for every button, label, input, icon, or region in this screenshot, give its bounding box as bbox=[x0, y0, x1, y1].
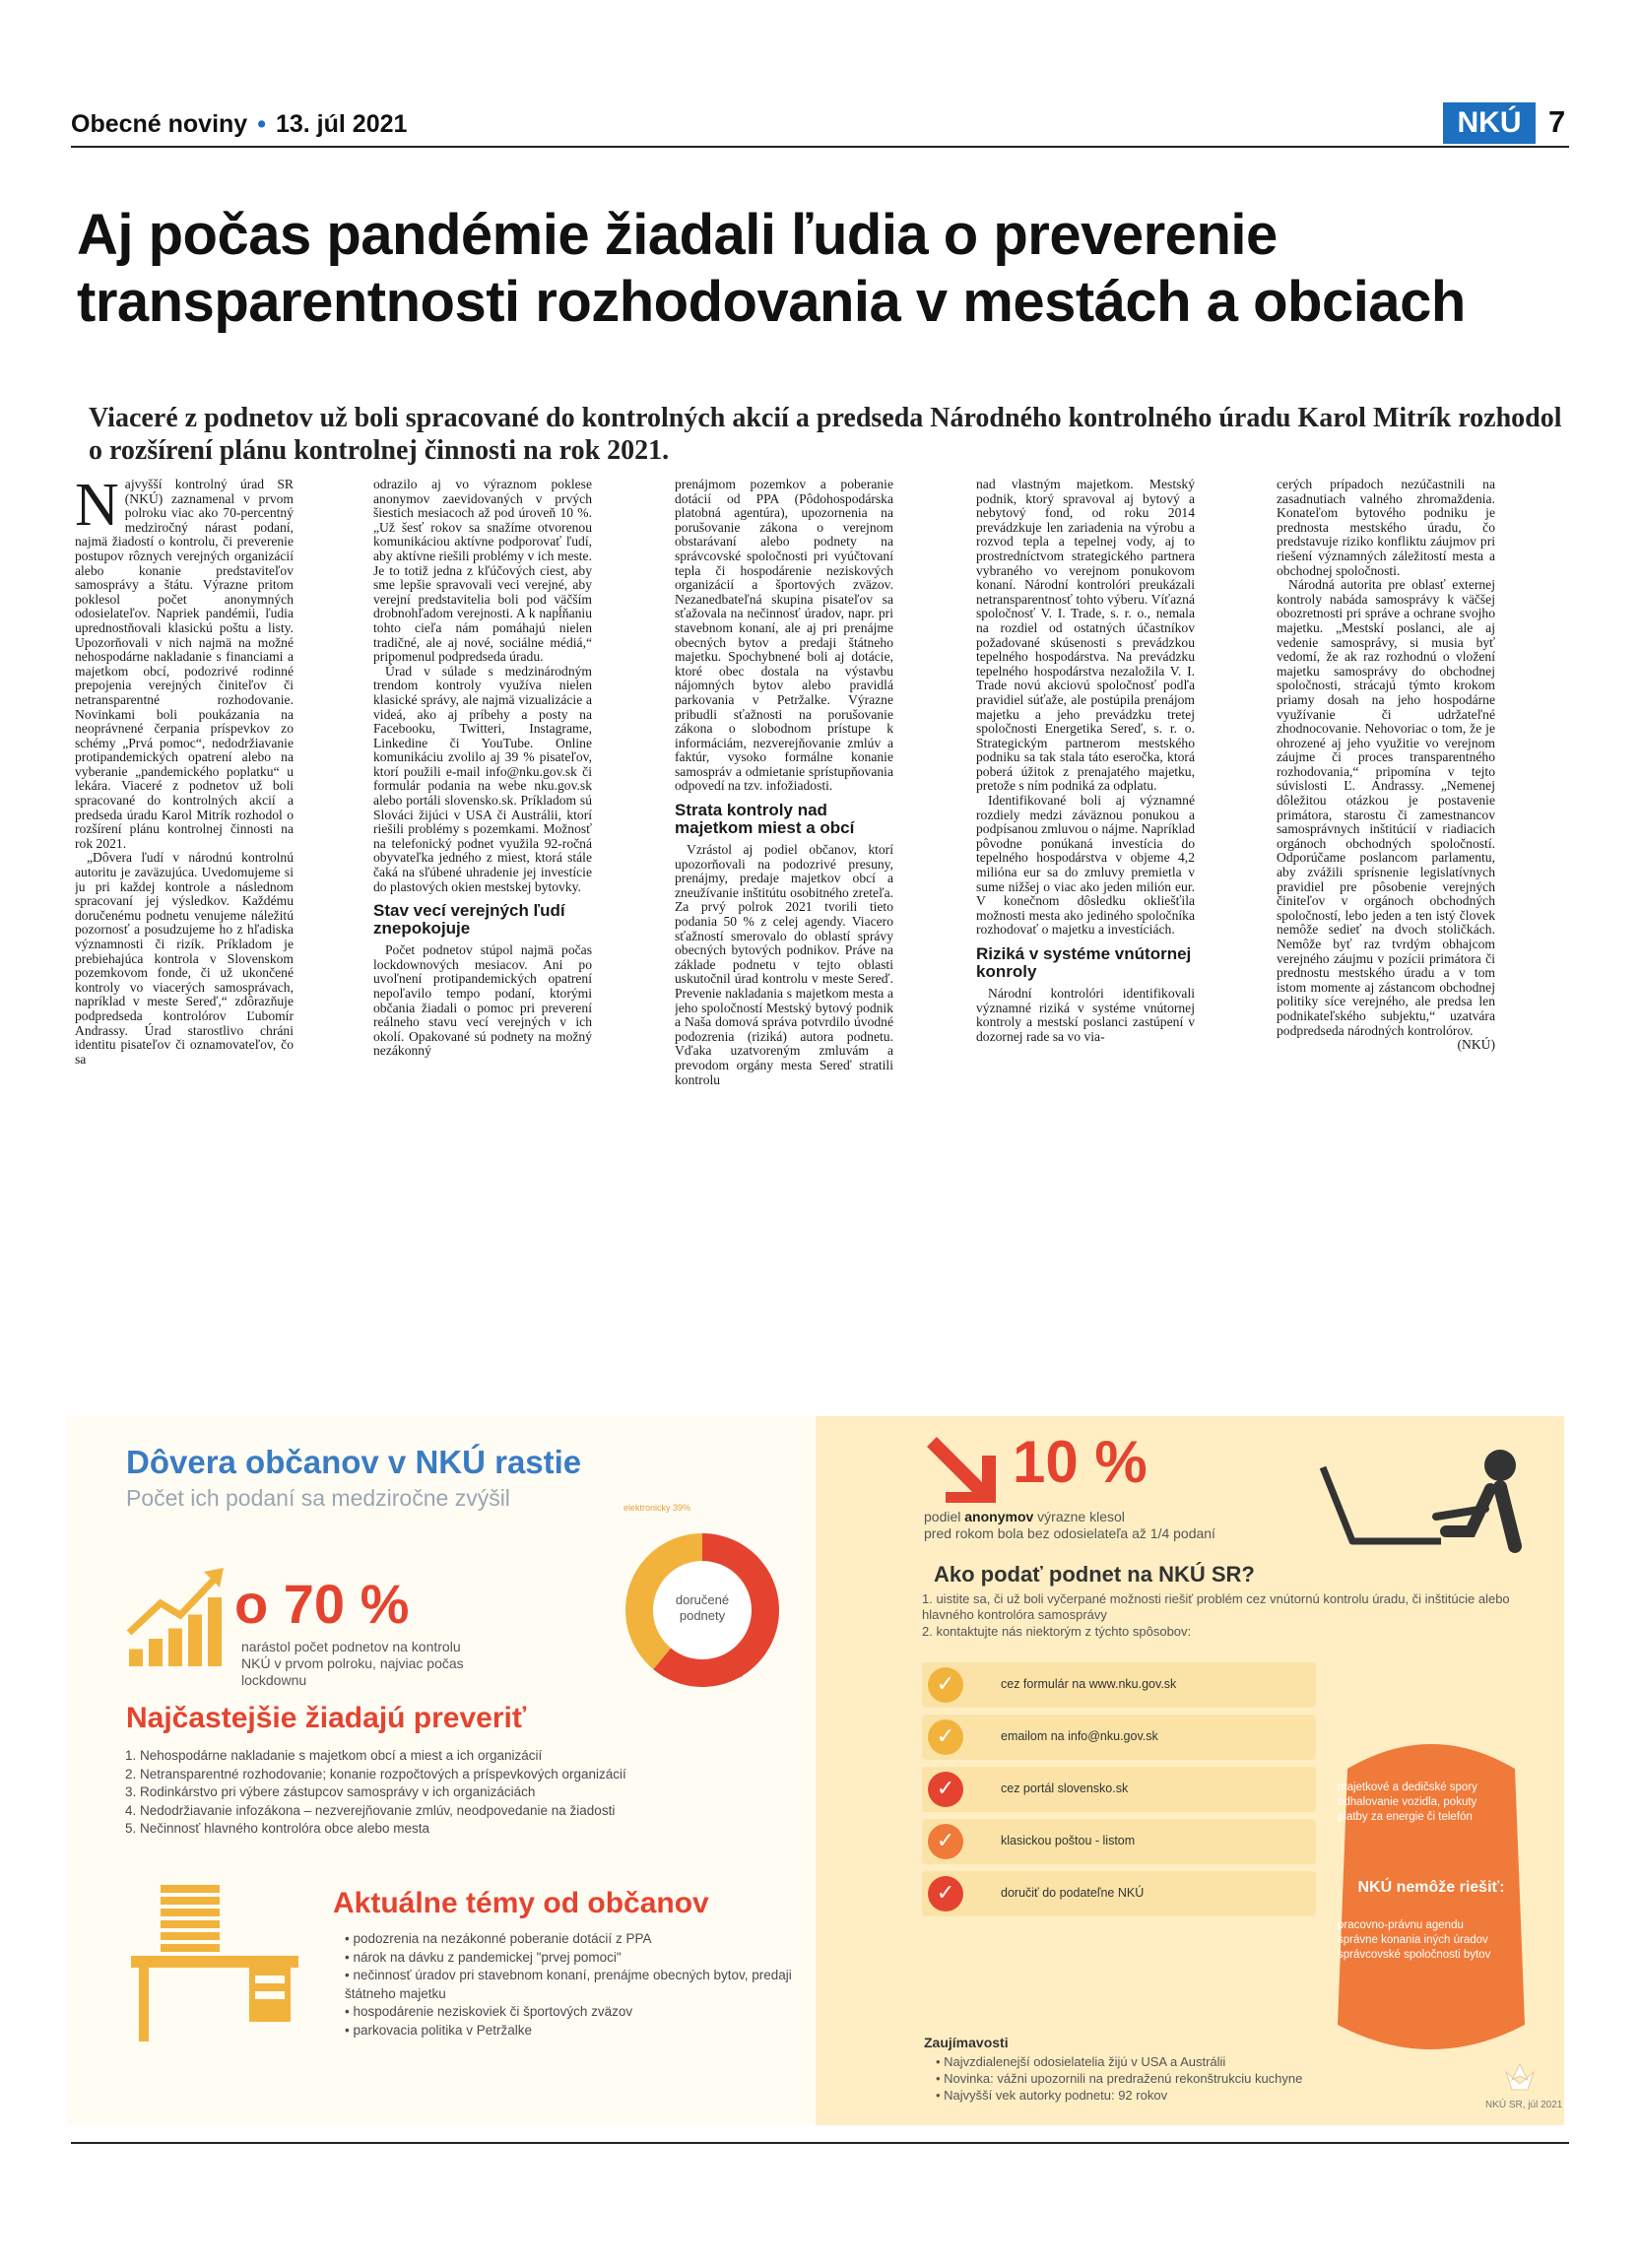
anonymous-description bbox=[924, 1509, 1215, 1542]
list-item: • nárok na dávku z pandemickej "prvej pomoci" bbox=[345, 1949, 818, 1968]
check-icon: ✓ bbox=[928, 1876, 963, 1912]
growth-description: narástol počet podnetov na kontrolu NKÚ v prvom polroku, najviac počas lockdownu bbox=[241, 1639, 464, 1688]
cannot-solve-heading: NKÚ nemôže riešiť: bbox=[1357, 1879, 1505, 1896]
separator-dot: • bbox=[257, 110, 266, 138]
paragraph: Národní kontrolóri identifikovali významné riziká v systéme vnútornej kontroly a mestskí poslanci zastúpení v dozornej rade sa vo via- bbox=[976, 986, 1195, 1044]
bird-emblem-icon bbox=[1500, 2056, 1540, 2096]
check-icon: ✓ bbox=[928, 1824, 963, 1859]
fun-facts-list bbox=[922, 2053, 1527, 2104]
check-icon: ✓ bbox=[928, 1772, 963, 1807]
newspaper-name: Obecné noviny bbox=[71, 110, 248, 138]
growth-value: o 70 % bbox=[234, 1573, 410, 1635]
check-icon: ✓ bbox=[928, 1667, 963, 1703]
growth-bars-icon bbox=[121, 1564, 230, 1672]
how-to-heading: Ako podať podnet na NKÚ SR? bbox=[934, 1562, 1255, 1587]
person-laptop-icon bbox=[1313, 1438, 1549, 1566]
list-item: 2. Netransparentné rozhodovanie; konanie rozpočtových a príspevkových organizácií bbox=[140, 1766, 829, 1784]
infographic bbox=[67, 1416, 1564, 2125]
bottom-rule bbox=[71, 2142, 1569, 2144]
current-topics-list bbox=[331, 1930, 818, 2040]
growth-bar bbox=[168, 1629, 182, 1667]
list-item: • Novinka: vážni upozornili na predraženú rekonštrukciu kuchyne bbox=[936, 2070, 1527, 2087]
infographic-subtitle: Počet ich podaní sa medziročne zvýšil bbox=[126, 1485, 510, 1511]
cannot-extra-list bbox=[1338, 1781, 1525, 1825]
paragraph: Národná autorita pre oblasť externej kontroly nabáda samosprávy k väčšej obozretnosti pri správe a ochrane svojho majetku. „Mestskí poslanci, ale aj vedenie samosprávy, si musia byť vedomí, že ak raz rozhodnú o vložení majetku samosprávy do obchodnej spoločnosti, strácajú týmto krokom priamy dosah na jeho hospodárne využívanie či udržateľné zhodnocovanie. Nehovoriac o tom, že je ohrozené aj jeho využitie vo verejnom záujme či proces transparentného rozhodovania,“ pripomína v tejto súvislosti Ľ. Andrassy. „Nemenej dôležitou otázkou je postavenie primátora, starostu či zamestnancov samosprávnych inštitúcií v riadiacich orgánoch obchodných spoločností. Odporúčame poslancom parlamentu, aby zvážili sprísnenie legislatívnych pravidiel pre pôsobenie verejných činiteľov v orgánoch obchodných spoločností, lebo jeden a ten istý človek nemôže sedieť na dvoch stoličkách. Nemôže byť raz tvrdým obhajcom verejného záujmu v pozícii primátora či prednostu mestského úradu a v tom istom momente aj zástancom obchodnej politiky síce verejného, ale predsa len podnikateľského subjektu,“ uzatvára podpredseda národných kontrolórov. bbox=[1277, 577, 1495, 1038]
list-item: 5. Nečinnosť hlavného kontrolóra obce alebo mesta bbox=[140, 1820, 829, 1839]
donut-label-letter: listová zásielka 61% bbox=[663, 1669, 744, 1679]
subheading: Riziká v systéme vnútornej konroly bbox=[976, 944, 1192, 981]
channel-label: klasickou poštou - listom bbox=[1001, 1834, 1136, 1847]
text: podiel bbox=[924, 1509, 965, 1524]
list-item: 3. Rodinkárstvo pri výbere zástupcov samosprávy v ich organizáciách bbox=[140, 1783, 829, 1802]
list-item: platby za energie či telefón bbox=[1338, 1811, 1473, 1823]
growth-arrow bbox=[129, 1576, 218, 1633]
text: pred rokom bola bez odosielateľa až 1/4 podaní bbox=[924, 1525, 1215, 1541]
list-item: • hospodárenie neziskoviek či športových zväzov bbox=[345, 2003, 818, 2022]
list-item: • Najvyšší vek autorky podnetu: 92 rokov bbox=[936, 2087, 1527, 2104]
paragraph: nad vlastným majetkom. Mestský podnik, ktorý spravoval aj bytový a nebytový fond, od roku 2014 prevádzkuje len zariadenia na výrobu a rozvod tepla a tepelnej vody, aj to prostredníctvom strategického partnera vybraného vo verejnom ponukovom konaní. Národní kontrolóri preukázali netransparentnosť tohto výberu. Víťazná spoločnosť V. I. Trade, s. r. o., nemala na rozdiel od ostatných účastníkov požadované skúsenosti s prevádzkou tepelného hospodárstva. Na prevádzku tepelného hospodárstva nezaložila V. I. Trade novú akciovú spoločnosť podľa pravidiel súťaže, ale postúpila prenájom majetku a jeho prevádzku tretej spoločnosti Energetika Sereď, s. r. o. Strategickým partnerom mestského podniku sa tak stala táto eseročka, ktorá poberá úžitok z prenajatého majetku, pretože s ním podniká za odplatu. bbox=[976, 478, 1195, 794]
subheading: Strata kontroly nad majetkom miest a obcí bbox=[675, 801, 855, 838]
list-item: • nečinnosť úradov pri stavebnom konaní, prenájme obecných bytov, predaji štátneho majetku bbox=[345, 1967, 818, 2003]
list-item: odhalovanie vozidla, pokuty bbox=[1338, 1796, 1477, 1808]
cannot-solve-list bbox=[1338, 1918, 1525, 1963]
text-bold: anonymov bbox=[964, 1509, 1034, 1524]
article-headline: Aj počas pandémie žiadali ľudia o preverenie transparentnosti rozhodovania v mestách a obciach bbox=[77, 203, 1466, 334]
list-item: správne konania iných úradov bbox=[1338, 1934, 1488, 1946]
channel-email bbox=[922, 1715, 1316, 1760]
list-item: 4. Nedodržiavanie infozákona – nezverejňovanie zmlúv, neodpovedanie na žiadosti bbox=[140, 1802, 829, 1821]
channel-slovensko-portal bbox=[922, 1767, 1316, 1812]
paragraph bbox=[75, 478, 294, 851]
subheading: Stav vecí verejných ľudí znepokojuje bbox=[373, 901, 565, 939]
paragraph: prenájmom pozemkov a poberanie dotácií od PPA (Pôdohospodárska platobná agentúra), upozornenia na porušovanie zákona o verejnom obstarávaní alebo podnety na správcovské spoločnosti pri vyúčtovaní tepla či hospodárenie neziskových organizácií a športových zväzov. Nezanedbateľná skupina pisateľov sa sťažovala na nečinnosť úradov, napr. pri stavebnom konaní, ale aj pri prenájme obecných bytov a predaji štátneho majetku. Spochybnené boli aj dotácie, ktoré obec dostala na výstavbu nájomných bytov alebo pravidlá parkovania v Petržalke. Výrazne pribudli sťažnosti na porušovanie zákona o slobodnom prístupe k informáciám, nezverejňovanie zmlúv a faktúr, vysoko formálne konanie samospráv a odmietanie sprístupňovania odpovedí na tzv. infožiadosti. bbox=[675, 478, 893, 794]
channel-label: cez formulár na www.nku.gov.sk bbox=[1001, 1677, 1177, 1691]
paragraph: Vzrástol aj podiel občanov, ktorí upozorňovali na podozrivé presuny, prenájmy, predaje majetkov obcí a zneužívanie inštitútu osobitného zreteľa. Za prvý polrok 2021 tvorili tieto podania 50 % z celej agendy. Viacero sťažností smerovalo do oblastí správy obecných bytových podnikov. Práve na základe podnetu v tejto oblasti uskutočnil úrad kontrolu v meste Sereď. Prevenie nakladania s majetkom mesta a jeho spoločností Mestský bytový podnik a Naša domová správa potvrdilo úvodné podozrenia (riziká) autora podnetu. Vďaka uzatvoreným zmluvám a prevodom orgány mesta Sereď stratili kontrolu bbox=[675, 842, 893, 1087]
infographic-title: Dôvera občanov v NKÚ rastie bbox=[126, 1444, 582, 1480]
growth-bar bbox=[188, 1615, 202, 1667]
channel-web-form bbox=[922, 1662, 1316, 1708]
page-number: 7 bbox=[1548, 104, 1566, 139]
most-requested-heading: Najčastejšie žiadajú preveriť bbox=[126, 1702, 527, 1734]
drop-cap: N bbox=[75, 478, 119, 539]
paragraph: „Dôvera ľudí v národnú kontrolnú autoritu je zaväzujúca. Uvedomujeme si ju pri každej kontrole a následnom spracovaní jej výsledkov. Každému doručenému podnetu venujeme náležitú pozornosť a posudzujeme ho z hľadiska významnosti či rizík. Príkladom je prebiehajúca kontrola v Slovenskom pozemkovom fonde, či už ukončené kontroly vo viacerých samosprávach, napríklad v meste Sereď,“ zdôrazňuje podpredseda kontrolórov Ľubomír Andrassy. Úrad starostlivo chráni identitu pisateľov či oznamovateľov, čo sa bbox=[75, 850, 294, 1067]
article-lead: Viaceré z podnetov už boli spracované do kontrolných akcií a predseda Národného kontrolného úradu Karol Mitrík rozhodol o rozšírení plánu kontrolnej činnosti na rok 2021. bbox=[89, 403, 1562, 466]
list-item: • podozrenia na nezákonné poberanie dotácií z PPA bbox=[345, 1930, 818, 1949]
list-item: pracovno-právnu agendu bbox=[1338, 1919, 1464, 1931]
how-to-steps bbox=[922, 1591, 1552, 1641]
list-item: majetkové a dedičské spory bbox=[1338, 1782, 1477, 1793]
donut-center-label: doručené podnety bbox=[675, 1592, 730, 1623]
article-signature: (NKÚ) bbox=[1457, 1037, 1495, 1053]
fun-facts-heading: Zaujímavosti bbox=[924, 2035, 1009, 2050]
paragraph: cerých prípadoch nezúčastnili na zasadnutiach valného zhromaždenia. Konateľom bytového podniku je prednosta mestského úradu, čo predstavuje riziko konfliktu záujmov pri riešení významných záležitostí mesta a obchodnej spoločnosti. bbox=[1277, 478, 1495, 578]
article-column-4 bbox=[976, 478, 1195, 1389]
cannot-solve-panel bbox=[1328, 1729, 1535, 2064]
issue-date: 13. júl 2021 bbox=[275, 110, 408, 138]
step: 1. uistite sa, či už boli vyčerpané možnosti riešiť problém cez vnútornú kontrolu úradu, či inštitúcie alebo hlavného kontrolóra samosprávy bbox=[922, 1591, 1510, 1622]
channel-post bbox=[922, 1819, 1316, 1864]
nku-logo: NKÚ bbox=[1443, 102, 1536, 144]
down-arrow-icon bbox=[924, 1434, 1003, 1503]
article-column-5 bbox=[1277, 478, 1495, 1389]
header-rule bbox=[71, 146, 1569, 148]
paragraph-text: ajvyšší kontrolný úrad SR (NKÚ) zaznamenal v prvom polroku viac ako 70-percentný medziročný nárast podaní, najmä žiadostí o kontrolu, či preverenie postupov rôznych verejných organizácií alebo konanie predstaviteľov samosprávy a štátu. Výrazne pritom poklesol počet anonymných odosielateľov. Napriek pandémii, ľudia uprednostňovali klasickú poštu a listy. Upozorňovali v nich najmä na možné nehospodárne nakladanie s financiami a majetkom obcí, podozrivé rodinné prepojenia verejných činiteľov či netransparentné rozhodovanie. Novinkami boli poukázania na neoprávnené čerpania príspevkov zo schémy „Prvá pomoc“, nedodržiavanie protipandemických opatrení alebo na vyberanie „pandemického poplatku“ u lekára. Viaceré z podnetov už boli spracované do kontrolných akcií a predseda úradu Karol Mitrík rozhodol o rozšírení plánu kontrolnej činnosti na rok 2021. bbox=[75, 478, 294, 851]
growth-bar bbox=[208, 1597, 222, 1666]
anonymous-value: 10 % bbox=[1013, 1429, 1148, 1495]
channel-label: emailom na info@nku.gov.sk bbox=[1001, 1729, 1158, 1743]
channel-label: cez portál slovensko.sk bbox=[1001, 1782, 1129, 1795]
list-item: • Najvzdialenejší odosielatelia žijú v USA a Austrálii bbox=[936, 2053, 1527, 2070]
article-column-1 bbox=[75, 478, 294, 1389]
office-desk-icon bbox=[121, 1879, 308, 2046]
article-column-3 bbox=[675, 478, 893, 1389]
channel-label: doručiť do podateľne NKÚ bbox=[1001, 1886, 1145, 1900]
growth-bar bbox=[149, 1639, 163, 1666]
list-item: správcovské spoločnosti bytov bbox=[1338, 1949, 1491, 1961]
check-icon: ✓ bbox=[928, 1719, 963, 1755]
text: výrazne klesol bbox=[1033, 1509, 1125, 1524]
most-requested-list bbox=[124, 1747, 829, 1839]
current-topics-heading: Aktuálne témy od občanov bbox=[333, 1887, 709, 1919]
list-item: 1. Nehospodárne nakladanie s majetkom obcí a miest a ich organizácií bbox=[140, 1747, 829, 1766]
paragraph: Počet podnetov stúpol najmä počas lockdownových mesiacov. Ani po uvoľnení protipandemických opatrení nepoľavilo tempo podaní, ktorými občania žiadali o pomoc pri preverení reálneho stavu vecí verejných v ich okolí. Opakované sú podnety na možný nezákonný bbox=[373, 942, 592, 1059]
growth-bar bbox=[129, 1650, 143, 1667]
list-item: • parkovacia politika v Petržalke bbox=[345, 2022, 818, 2041]
infographic-credit: NKÚ SR, júl 2021 bbox=[1485, 2100, 1563, 2110]
paragraph: Úrad v súlade s medzinárodným trendom kontroly využíva nielen klasické správy, ale najmä vizualizácie a videá, ako aj príbehy a posty na Facebooku, Twitteri, Instagrame, Linkedine či YouTube. Online komunikáciu zvolilo aj 39 % pisateľov, ktorí použili e-mail info@nku.gov.sk či formulár podania na webe nku.gov.sk alebo portáli slovensko.sk. Príkladom sú Slováci žijúci v USA či Austrálii, ktorí riešili problémy s pozemkami. Možnosť na telefonický podnet využila 92-ročná obyvateľka jedného z miest, ktorá stále čaká na sľúbené uhradenie jej investície do plastových okien mestskej bytovky. bbox=[373, 663, 592, 894]
donut-label-electronic: elektronicky 39% bbox=[623, 1503, 691, 1513]
channel-registry-office bbox=[922, 1871, 1316, 1916]
step: 2. kontaktujte nás niektorým z týchto spôsobov: bbox=[922, 1624, 1192, 1639]
newspaper-header bbox=[71, 110, 407, 139]
paragraph: odrazilo aj vo výraznom poklese anonymov zaevidovaných v prvých šiestich mesiacoch až pod úroveň 10 %. „Už šesť rokov sa snažíme otvorenou komunikáciou aktívne podporovať ľudí, aby aktívne riešili problémy v ich meste. Je to totiž jedna z kľúčových ciest, aby sme lepšie spravovali veci verejné, aby verejní predstavitelia boli pod väčším drobnohľadom verejnosti. A k napĺňaniu tohto cieľa nám pomáhajú nielen tradičné, ale aj nové, sociálne médiá,“ pripomenul podpredseda úradu. bbox=[373, 478, 592, 665]
paragraph: Identifikované boli aj významné rozdiely medzi záväznou ponukou a podpísanou zmluvou o nájme. Napríklad pôvodne ponúkaná investícia do tepelného hospodárstva v objeme 4,2 milióna eur sa do zmluvy premietla v sume nižšej o viac ako jeden milión eur. V konečnom dôsledku okliešťila možnosti mesta ako jediného spoločníka rozhodovať o majetku a investíciách. bbox=[976, 793, 1195, 938]
article-column-2 bbox=[373, 478, 592, 1389]
